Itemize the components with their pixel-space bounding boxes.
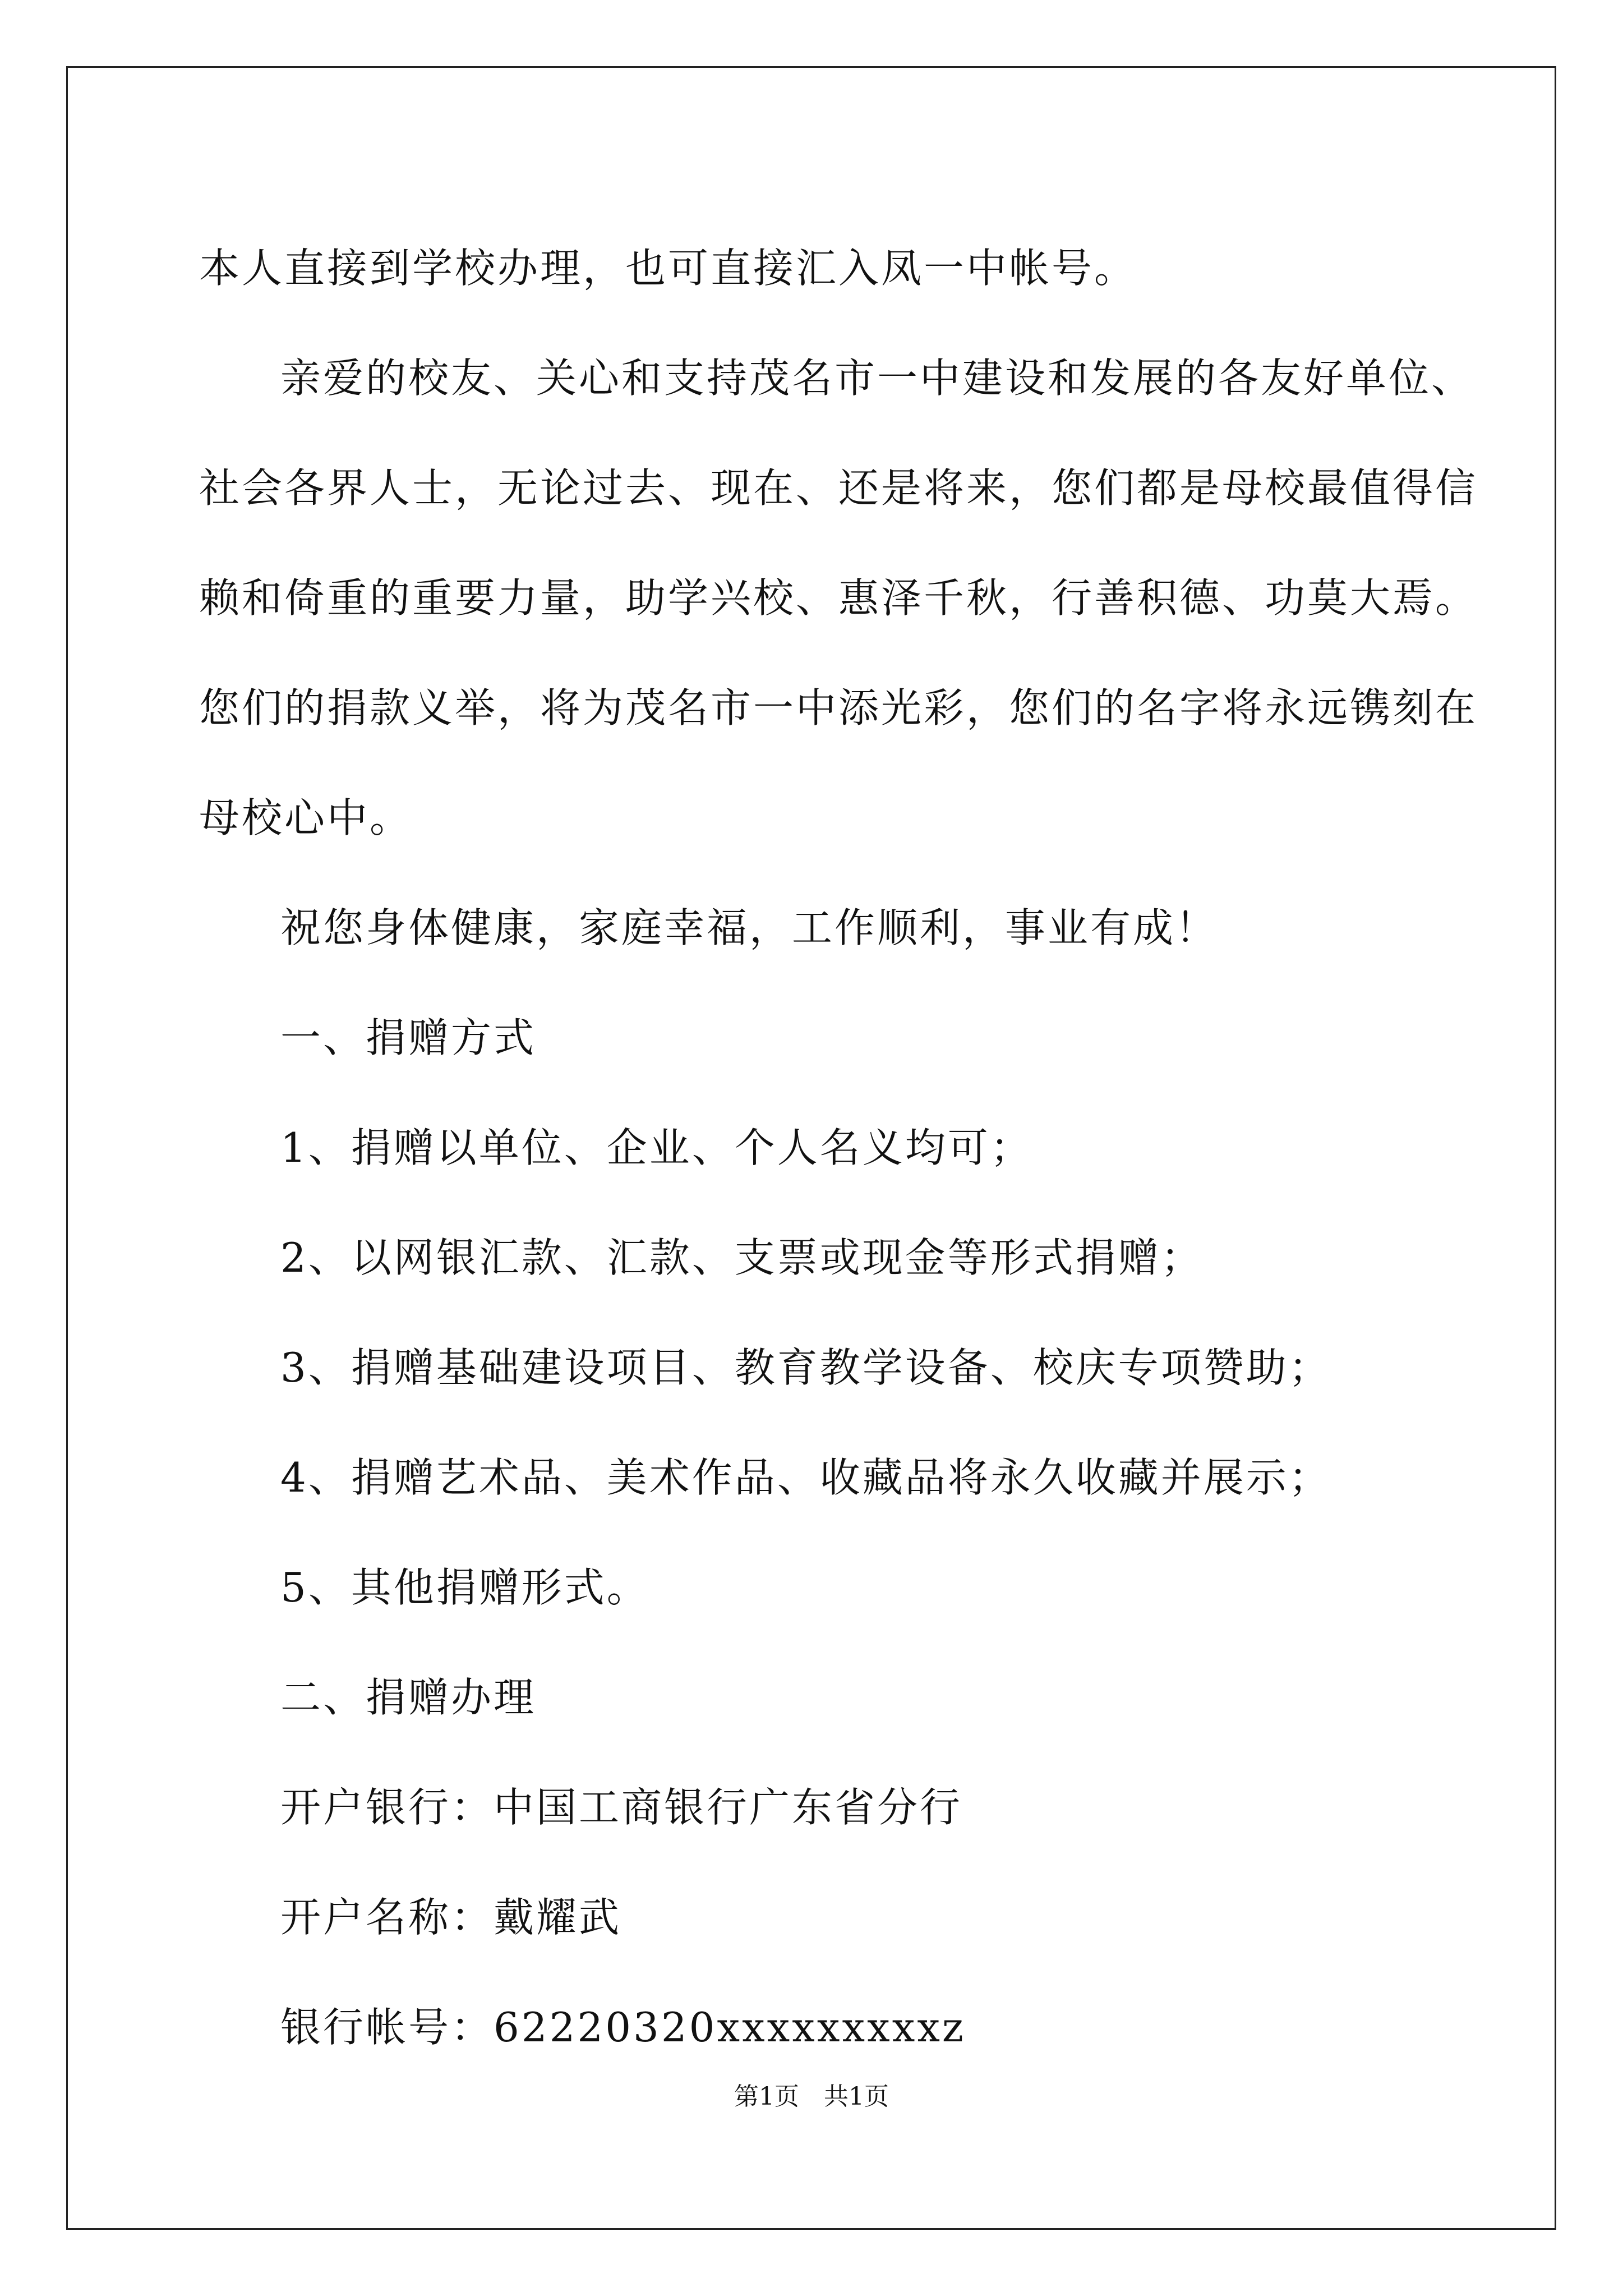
list-item: 4、捐赠艺术品、美术作品、收藏品将永久收藏并展示；: [280, 1454, 1331, 1501]
paragraph-line: 本人直接到学校办理，也可直接汇入凤一中帐号。: [199, 245, 1137, 292]
section-heading: 一、捐赠方式: [280, 1014, 537, 1061]
bank-name-line: 开户银行：中国工商银行广东省分行: [280, 1784, 963, 1831]
list-item: 1、捐赠以单位、企业、个人名义均可；: [280, 1124, 1033, 1171]
greeting-line: 祝您身体健康，家庭幸福，工作顺利，事业有成！: [280, 904, 1219, 951]
list-item: 5、其他捐赠形式。: [280, 1564, 649, 1611]
section-heading: 二、捐赠办理: [280, 1674, 537, 1721]
list-item: 3、捐赠基础建设项目、教育教学设备、校庆专项赞助；: [280, 1344, 1331, 1391]
document-body: [199, 213, 1478, 2082]
paragraph-line: 社会各界人士，无论过去、现在、还是将来，您们都是母校最值得信: [199, 464, 1478, 512]
account-name-line: 开户名称：戴耀武: [280, 1894, 622, 1941]
page-footer: 第1页 共1页: [734, 2082, 889, 2111]
paragraph-line: 您们的捐款义举，将为茂名市一中添光彩，您们的名字将永远镌刻在: [199, 684, 1478, 731]
account-number-line: 银行帐号：62220320xxxxxxxxxz: [280, 2004, 966, 2051]
paragraph-line: 赖和倚重的重要力量，助学兴校、惠泽千秋，行善积德、功莫大焉。: [199, 574, 1478, 622]
paragraph-line: 母校心中。: [199, 794, 413, 841]
paragraph-line: 亲爱的校友、关心和支持茂名市一中建设和发展的各友好单位、: [280, 355, 1474, 402]
list-item: 2、以网银汇款、汇款、支票或现金等形式捐赠；: [280, 1234, 1204, 1281]
